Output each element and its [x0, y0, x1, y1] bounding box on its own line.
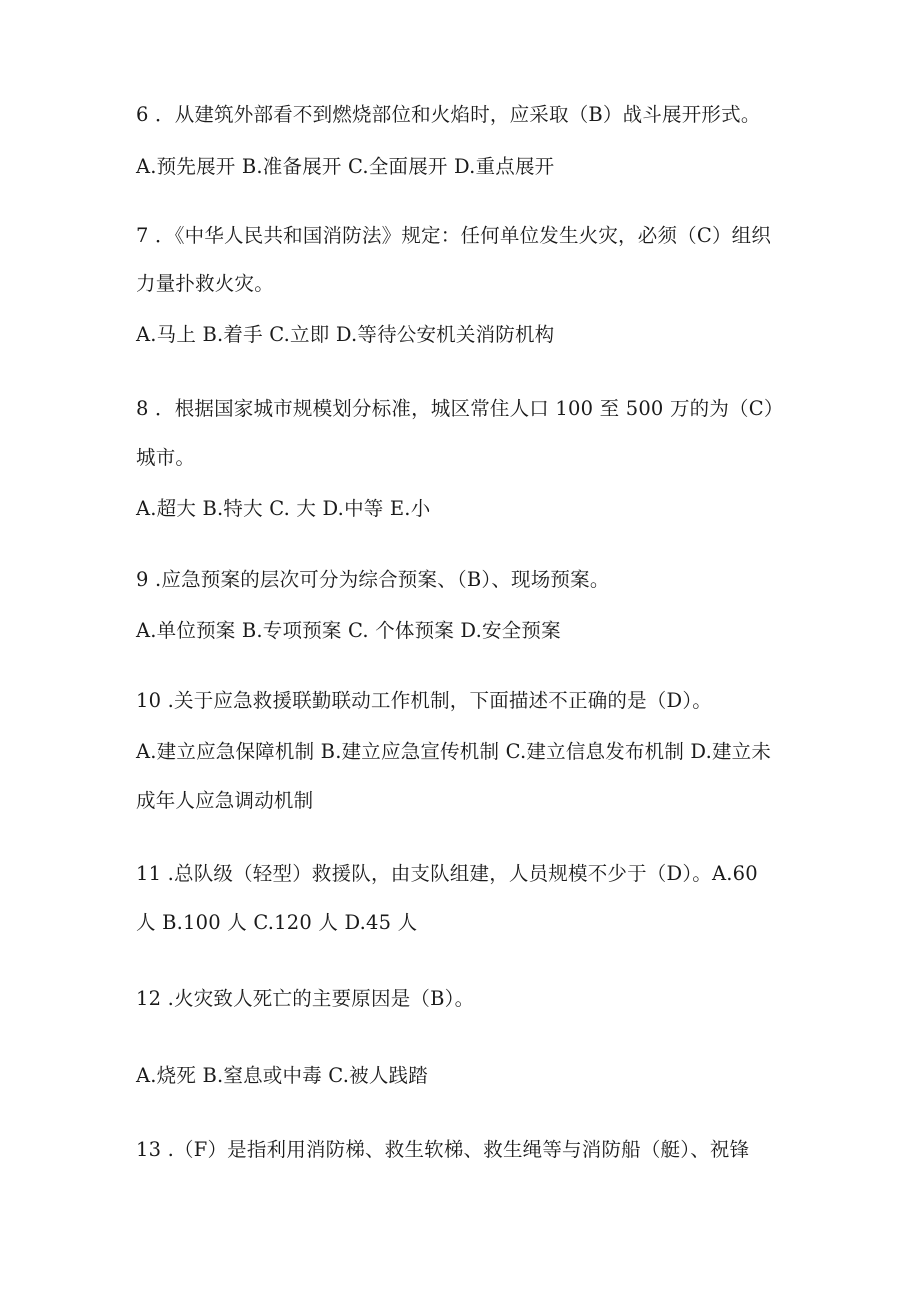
question-9-options: A.单位预案 B.专项预案 C. 个体预案 D.安全预案: [136, 619, 561, 642]
question-11-text-cont: 人 B.100 人 C.120 人 D.45 人: [136, 911, 418, 934]
question-6-options: A.预先展开 B.准备展开 C.全面展开 D.重点展开: [136, 155, 555, 178]
question-12-options: A.烧死 B.窒息或中毒 C.被人践踏: [136, 1064, 428, 1087]
question-10-options: A.建立应急保障机制 B.建立应急宣传机制 C.建立信息发布机制 D.建立未: [136, 740, 772, 763]
question-10-text: 10 .关于应急救援联勤联动工作机制，下面描述不正确的是（D）。: [136, 689, 712, 712]
question-8-text-cont: 城市。: [136, 446, 196, 469]
question-9-text: 9 .应急预案的层次可分为综合预案、（B）、现场预案。: [136, 568, 610, 591]
question-13-text: 13 .（F）是指利用消防梯、救生软梯、救生绳等与消防船（艇）、祝锋: [136, 1138, 750, 1161]
question-6-text: 6 ．从建筑外部看不到燃烧部位和火焰时，应采取（B）战斗展开形式。: [136, 103, 761, 126]
question-7-text: 7 ．《中华人民共和国消防法》规定：任何单位发生火灾，必须（C）组织: [136, 224, 772, 247]
question-12-text: 12 .火灾致人死亡的主要原因是（B）。: [136, 987, 475, 1010]
question-7-text-cont: 力量扑救火灾。: [136, 272, 274, 295]
question-8-text: 8 ．根据国家城市规模划分标准，城区常住人口 100 至 500 万的为（C）: [136, 397, 784, 420]
question-8-options: A.超大 B.特大 C. 大 D.中等 E.小: [136, 497, 431, 520]
question-7-options: A.马上 B.着手 C.立即 D.等待公安机关消防机构: [136, 323, 555, 346]
question-11-text: 11 .总队级（轻型）救援队，由支队组建，人员规模不少于（D）。A.60: [136, 862, 758, 885]
question-10-options-cont: 成年人应急调动机制: [136, 789, 314, 812]
